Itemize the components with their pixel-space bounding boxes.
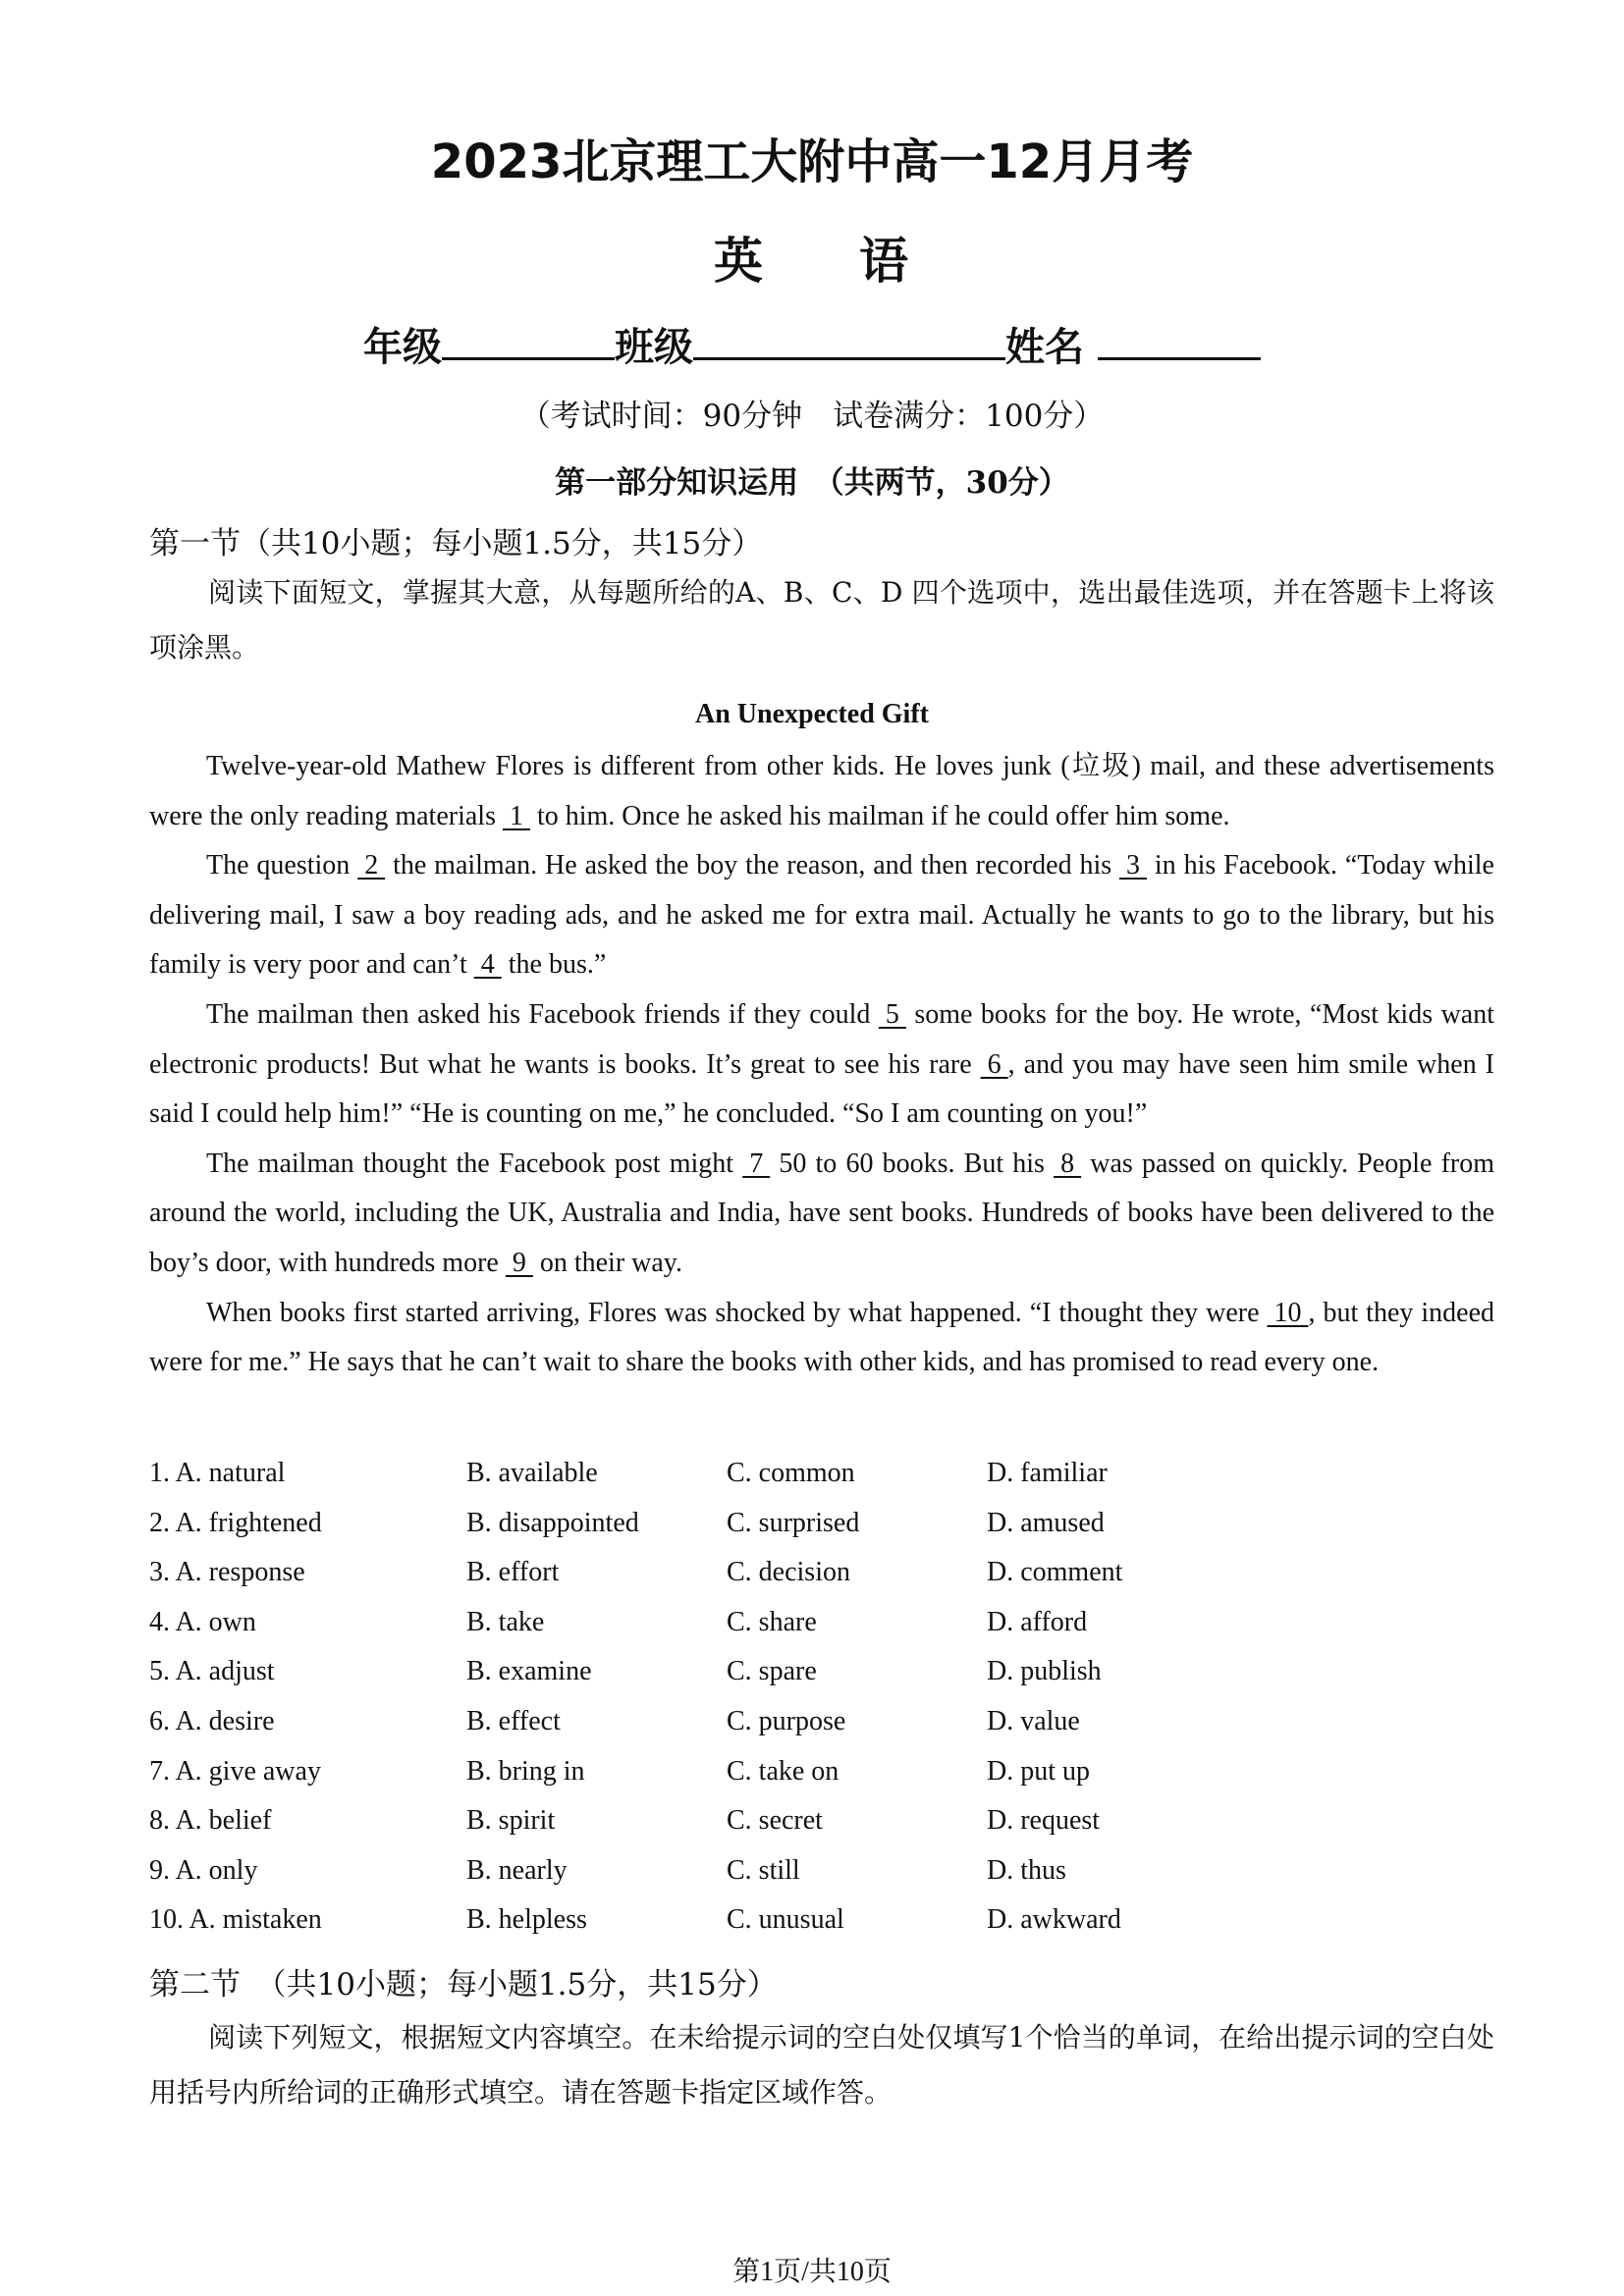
option-10-d: D. awkward [987,1904,1121,1936]
option-row [149,1449,1494,1499]
blank-7: 7 [742,1148,771,1179]
paragraph: The mailman then asked his Facebook friends if they could 5 some books for the boy. He wrote, “Most kids want electronic products! But what he wants is books. It’s great to see his rare 6 , and you may have seen him smile when I said I could help him!” “He is counting on me,” he concluded. “So I am counting on you!” [149,990,1494,1140]
option-1-a: 1. A. natural [149,1458,286,1488]
paragraph: The question 2 the mailman. He asked the boy the reason, and then recorded his 3 in his Facebook. “Today while delivering mail, I saw a boy reading ads, and he asked me for extra mail. Actually he wants to go to the library, but his family is very poor and can’t 4 the bus.” [149,841,1494,990]
option-3-a: 3. A. response [149,1557,305,1588]
blank-9: 9 [505,1247,533,1278]
paragraph: The mailman thought the Facebook post might 7 50 to 60 books. But his 8 was passed on quickly. People from around the world, including the UK, Australia and India, have sent books. Hundreds of books have been delivered to the boy’s door, with hundreds more 9 on their way. [149,1140,1494,1289]
option-2-b: B. disappointed [466,1507,639,1538]
page-number: 第1页/共10页 [732,2257,892,2287]
option-10-c: C. unusual [727,1904,844,1936]
option-2-a: 2. A. frightened [149,1507,322,1538]
blank-10: 10 [1267,1297,1309,1328]
option-6-b: B. effect [466,1705,561,1736]
option-3-c: C. decision [727,1557,850,1588]
options-list [149,1449,1494,1946]
option-row [149,1548,1494,1598]
name-blank[interactable] [1098,324,1261,360]
option-row [149,1647,1494,1697]
option-row [149,1499,1494,1549]
blank-4: 4 [473,949,502,981]
paragraph: When books first started arriving, Flores was shocked by what happened. “I thought they were 10 , but they indeed were for me.” He says that he can’t wait to share the books with other kids, and has promised to read every one. [149,1289,1494,1388]
option-2-d: D. amused [987,1507,1105,1538]
option-5-a: 5. A. adjust [149,1656,275,1687]
student-info-row [0,316,1624,372]
paragraph: Twelve-year-old Mathew Flores is different from other kids. He loves junk (垃圾) mail, and these advertisements were the only reading materials 1 to him. Once he asked his mailman if he could offer him some. [149,742,1494,841]
option-row [149,1846,1494,1896]
class-blank[interactable] [693,324,1005,360]
option-3-d: D. comment [987,1557,1123,1588]
option-row [149,1747,1494,1797]
option-6-d: D. value [987,1705,1080,1736]
option-1-d: D. familiar [987,1458,1108,1488]
option-7-a: 7. A. give away [149,1755,321,1787]
option-9-d: D. thus [987,1854,1066,1886]
option-10-a: 10. A. mistaken [149,1904,322,1936]
section2-instruction: 阅读下列短文，根据短文内容填空。在未给提示词的空白处仅填写1个恰当的单词，在给出提示词的空白处用括号内所给词的正确形式填空。请在答题卡指定区域作答。 [149,2021,1494,2109]
option-7-d: D. put up [987,1755,1090,1787]
section1-instruction: 阅读下面短文，掌握其大意，从每题所给的A、B、C、D 四个选项中，选出最佳选项，并在答题卡上将该项涂黑。 [149,576,1494,664]
blank-8: 8 [1054,1148,1082,1179]
option-2-c: C. surprised [727,1507,860,1538]
option-8-d: D. request [987,1805,1101,1837]
option-8-c: C. secret [727,1805,823,1837]
option-row [149,1896,1494,1946]
option-1-b: B. available [466,1458,598,1488]
subject-char-2: 语 [859,233,910,290]
option-9-a: 9. A. only [149,1854,258,1886]
section1-heading: 第一节（共10小题；每小题1.5分，共15分） [149,526,763,561]
option-row [149,1598,1494,1648]
option-4-a: 4. A. own [149,1606,256,1637]
subject-char-1: 英 [714,233,765,290]
subject-title [0,222,1624,293]
option-9-c: C. still [727,1854,800,1886]
option-7-b: B. bring in [466,1755,585,1787]
blank-3: 3 [1119,850,1148,881]
name-label: 姓名 [1005,325,1084,370]
option-9-b: B. nearly [466,1854,568,1886]
class-label: 班级 [615,325,693,370]
blank-1: 1 [502,800,530,831]
option-10-b: B. helpless [466,1904,587,1936]
option-4-d: D. afford [987,1606,1088,1637]
grade-label: 年级 [363,325,442,370]
blank-6: 6 [980,1048,1008,1080]
option-5-d: D. publish [987,1656,1102,1687]
option-row [149,1697,1494,1747]
option-1-c: C. common [727,1458,855,1488]
passage-title: An Unexpected Gift [695,699,929,729]
option-7-c: C. take on [727,1755,839,1787]
option-8-b: B. spirit [466,1805,556,1837]
blank-2: 2 [357,850,386,881]
part-title: 第一部分知识运用 （共两节，30分） [555,465,1069,501]
option-3-b: B. effort [466,1557,560,1588]
section2-heading: 第二节 （共10小题；每小题1.5分，共15分） [149,1967,778,2002]
exam-meta: （考试时间：90分钟 试卷满分：100分） [519,399,1105,434]
passage [149,742,1494,1388]
option-6-a: 6. A. desire [149,1705,275,1736]
option-row [149,1796,1494,1846]
option-5-b: B. examine [466,1656,592,1687]
option-6-c: C. purpose [727,1705,846,1736]
option-4-b: B. take [466,1606,545,1637]
grade-blank[interactable] [442,324,615,360]
blank-5: 5 [878,998,906,1030]
option-5-c: C. spare [727,1656,817,1687]
exam-title: 2023北京理工大附中高一12月月考 [430,134,1194,189]
option-8-a: 8. A. belief [149,1805,272,1837]
option-4-c: C. share [727,1606,817,1637]
